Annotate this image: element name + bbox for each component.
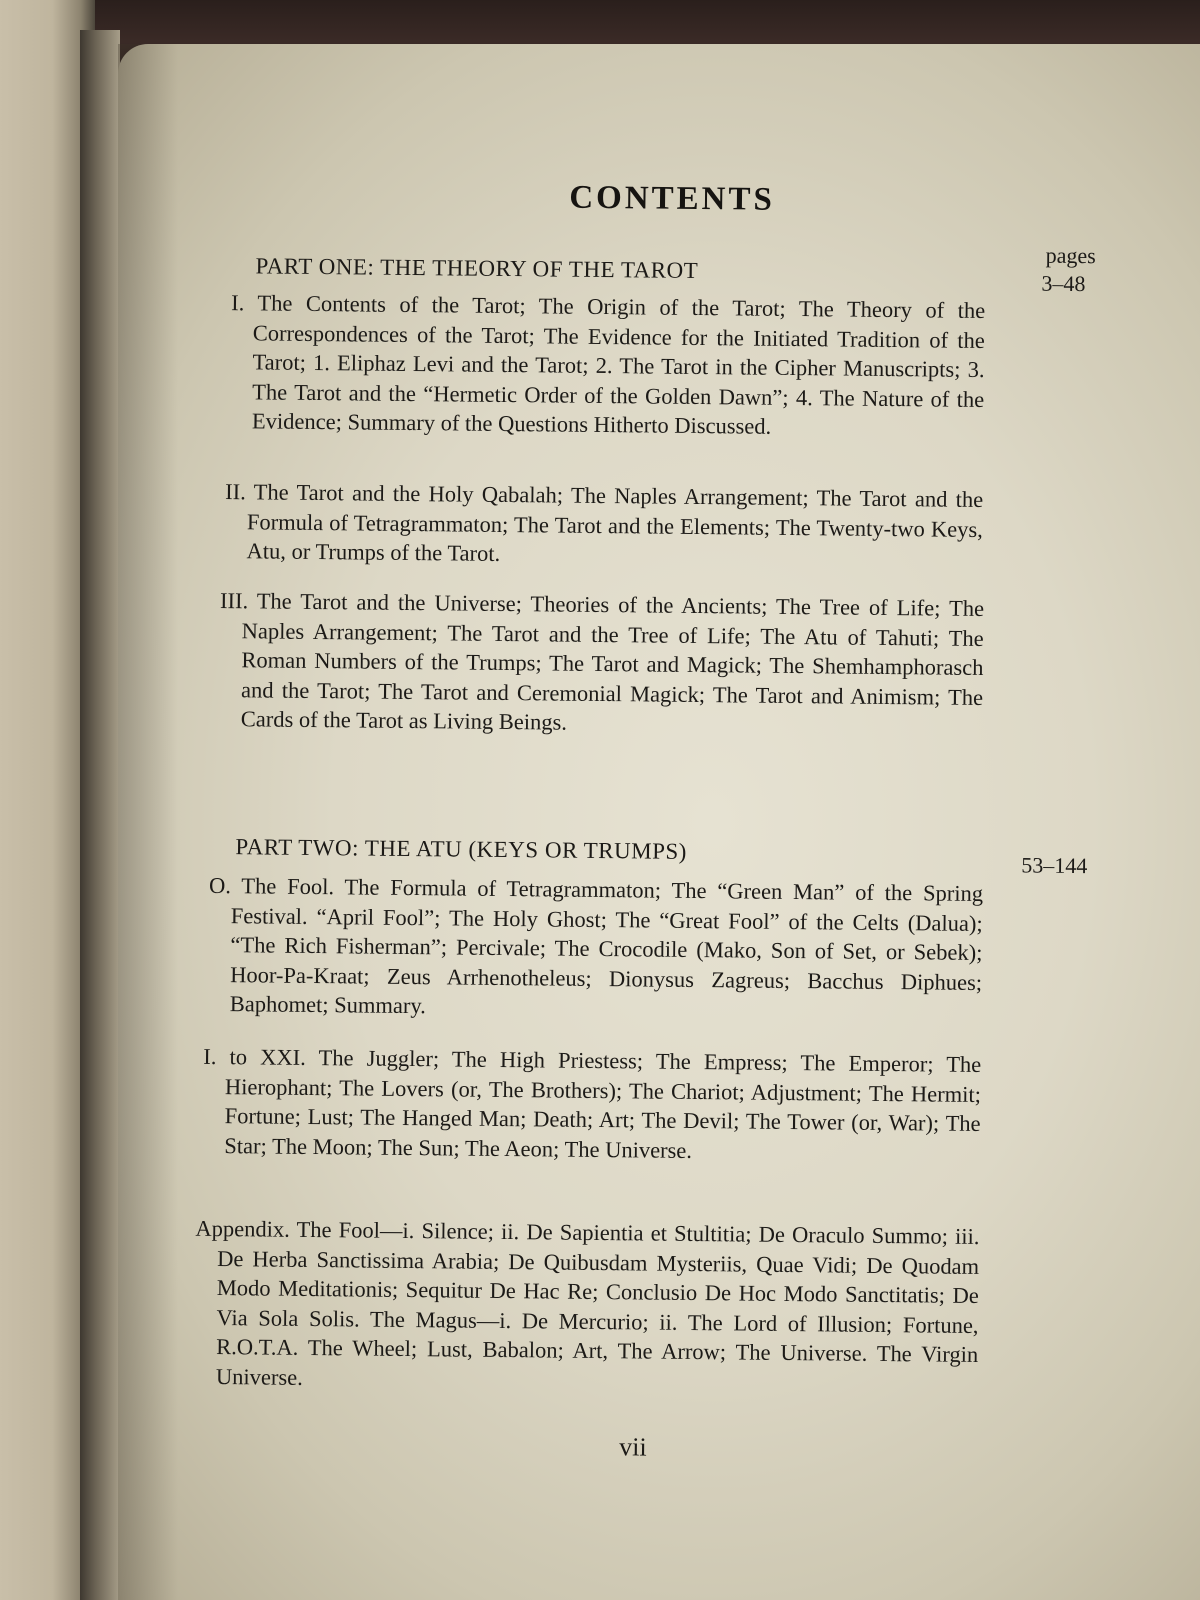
toc-entry-part-two-i-xxi xyxy=(202,1042,981,1168)
toc-entry-part-one-ii xyxy=(224,477,983,573)
entry-number: I. xyxy=(203,1043,217,1069)
entry-number: II. xyxy=(225,479,246,505)
entry-text: The Contents of the Tarot; The Origin of the Tarot; The Theory of the Correspondences of the Tarot; The Evidence for the Initiated Tradition of the Tarot; 1. Eliphaz Levi and the Tarot; 2. The Tarot in the Cipher Manuscripts; 3. The Tarot and the “Hermetic Order of the Golden Dawn”; 4. The Nature of the Evidence; Summary of the Questions Hitherto Discussed. xyxy=(251,290,986,439)
entry-text: The Fool. The Formula of Tetragrammaton; The “Green Man” of the Spring Festival. “April Fool”; The Holy Ghost; The “Great Fool” of the Celts (Dalua); “The Rich Fisherman”; Percivale; The Crocodile (Mako, Son of Set, or Sebek); Hoor-Pa-Kraat; Zeus Arrhenotheleus; Dionysus Zagreus; Bacchus Diphues; Baphomet; Summary. xyxy=(229,873,984,1019)
entry-text: The Tarot and the Holy Qabalah; The Naples Arrangement; The Tarot and the Formula of Tetragrammaton; The Tarot and the Elements; The Twenty-two Keys, Atu, or Trumps of the Tarot. xyxy=(246,479,984,566)
entry-number: I. xyxy=(231,290,245,316)
toc-entry-part-one-iii xyxy=(219,586,985,741)
page-number: vii xyxy=(619,1432,647,1462)
entry-number: Appendix. xyxy=(195,1215,290,1242)
part-two-title: PART TWO: THE ATU (KEYS OR TRUMPS) xyxy=(235,834,688,864)
part-one-pages: 3–48 xyxy=(1041,270,1086,297)
entry-text: The Tarot and the Universe; Theories of the Ancients; The Tree of Life; The Naples Arrangement; The Tarot and the Tree of Life; The Atu of Tahuti; The Roman Numbers of the Trumps; The Tarot and Magick; The Shemhamphorasch and the Tarot; The Tarot and Ceremonial Magick; The Tarot and Animism; The Cards of the Tarot as Living Beings. xyxy=(240,588,985,735)
toc-entry-appendix xyxy=(194,1214,980,1399)
entry-number: O. xyxy=(208,872,232,899)
toc-entry-part-one-i xyxy=(230,288,986,443)
pages-column-label: pages xyxy=(1045,242,1096,269)
entry-text: The Fool—i. Silence; ii. De Sapientia et Stultitia; De Oraculo Summo; iii. De Herba Sanctissima Arabia; De Quibusdam Mysteriis, Quae Vidi; De Quodam Modo Meditationis; Sequitur De Hac Re; Conclusio De Hoc Modo Sanctitatis; De Via Sola Solis. The Magus—i. De Mercurio; ii. The Lord of Illusion; Fortune, R.O.T.A. The Wheel; Lust, Babalon; Art, The Arrow; The Universe. The Virgin Universe. xyxy=(215,1216,980,1390)
part-two-pages: 53–144 xyxy=(1021,852,1088,879)
toc-entry-part-two-o xyxy=(208,871,984,1027)
part-one-title: PART ONE: THE THEORY OF THE TAROT xyxy=(255,253,699,283)
page-title: CONTENTS xyxy=(569,179,776,218)
entry-number: III. xyxy=(219,588,249,614)
entry-text: to XXI. The Juggler; The High Priestess; The Empress; The Emperor; The Hierophant; The Lovers (or, The Brothers); The Chariot; Adjustment; The Hermit; Fortune; Lust; The Hanged Man; Death; Art; The Devil; The Tower (or, War); The Star; The Moon; The Sun; The Aeon; The Universe. xyxy=(224,1044,982,1163)
